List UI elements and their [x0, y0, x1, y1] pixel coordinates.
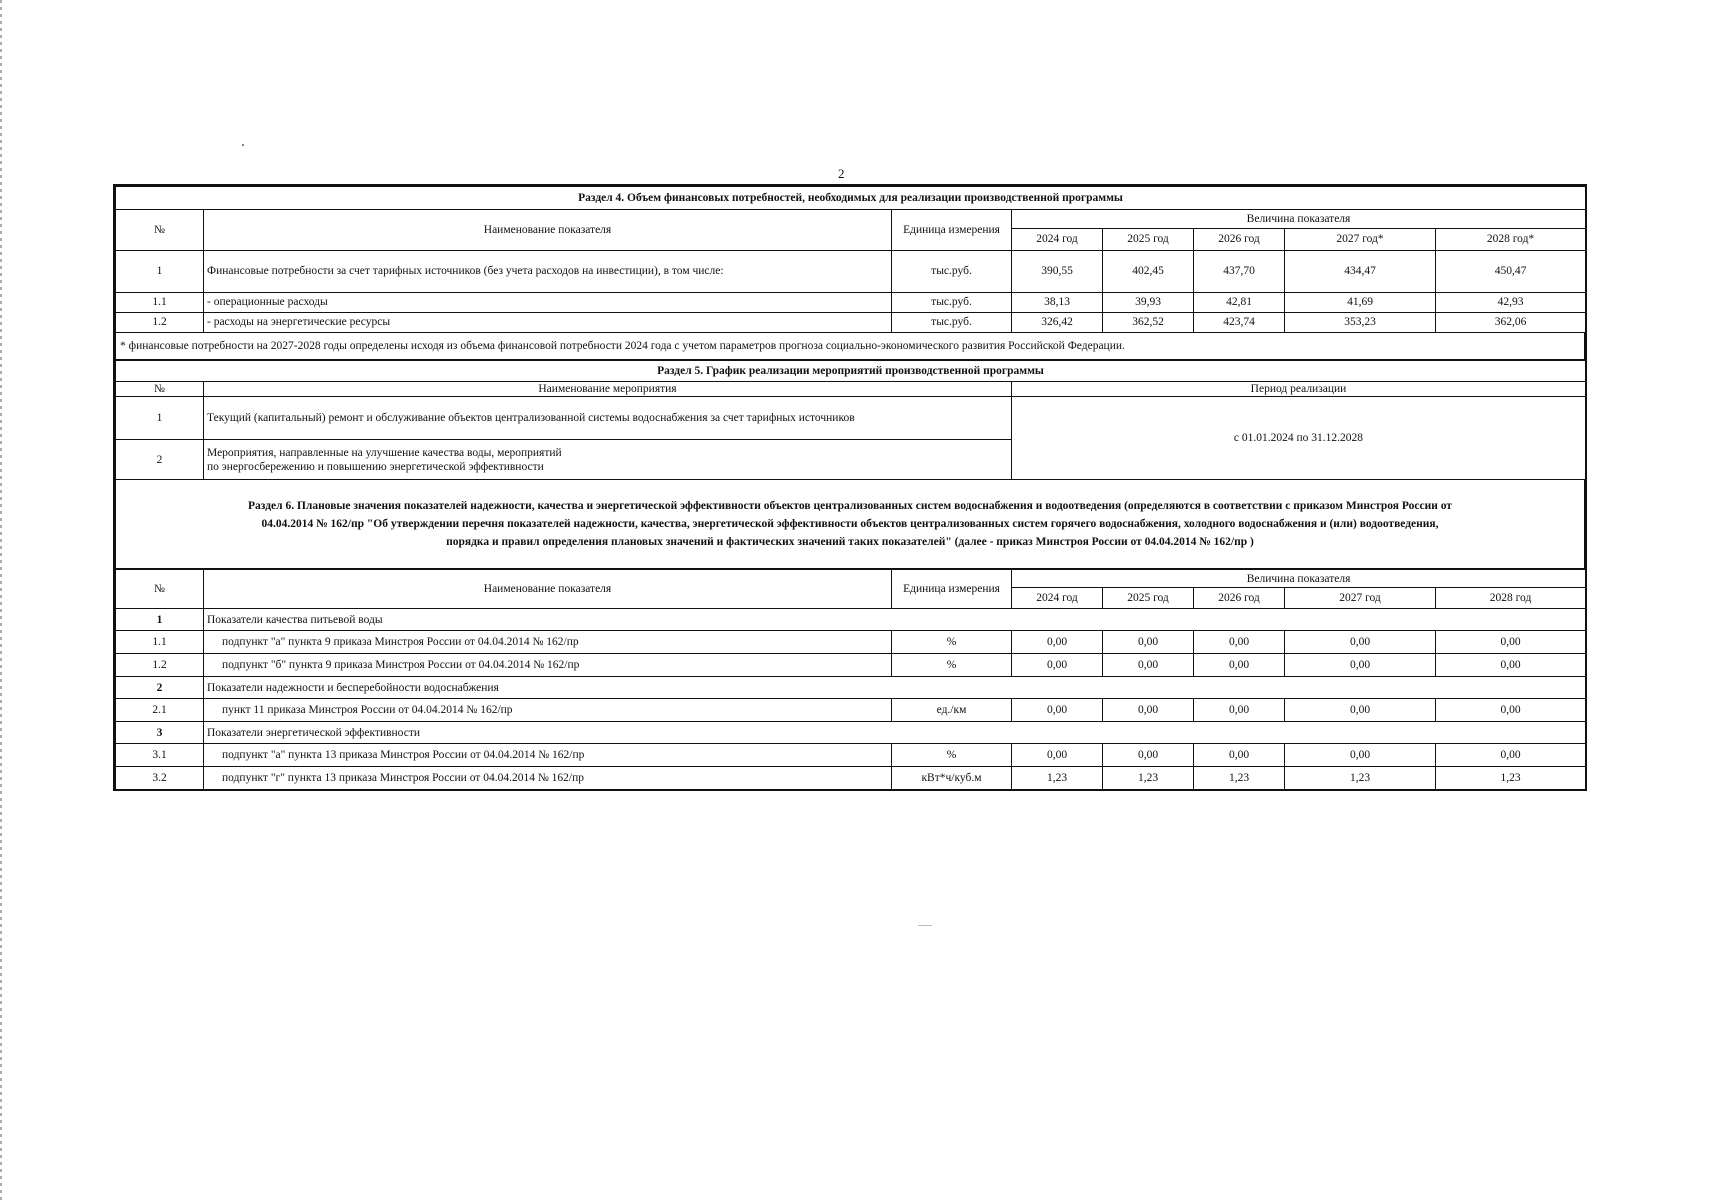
header-year: 2024 год: [1012, 229, 1103, 251]
row-num: 1: [116, 397, 204, 440]
row-value: 0,00: [1436, 699, 1586, 722]
row-name: подпункт "г" пункта 13 приказа Минстроя России от 04.04.2014 № 162/пр: [204, 767, 892, 790]
row-value: 326,42: [1012, 313, 1103, 333]
row-name: [204, 440, 1012, 480]
header-value-group: Величина показателя: [1012, 570, 1586, 588]
table-row: [116, 744, 1586, 767]
document-body: [113, 184, 1587, 791]
row-value: 42,93: [1436, 293, 1586, 313]
row-unit: %: [892, 654, 1012, 677]
header-year: 2028 год*: [1436, 229, 1586, 251]
section6-title-line: порядка и правил определения плановых значений и фактических значений таких показателей" (далее - приказ Минстроя России от 04.04.2014 № 162/пр ): [446, 536, 1254, 548]
row-name: [204, 397, 1012, 440]
row-value: 0,00: [1012, 699, 1103, 722]
row-value: 0,00: [1285, 631, 1436, 654]
row-name-line: Мероприятия, направленные на улучшение качества воды, мероприятий: [207, 446, 562, 459]
row-num: 1.2: [116, 313, 204, 333]
group-row: [116, 722, 1586, 744]
scan-edge: [0, 0, 2, 1200]
row-num: 2.1: [116, 699, 204, 722]
row-value: 1,23: [1194, 767, 1285, 790]
row-value: 0,00: [1285, 654, 1436, 677]
row-value: 39,93: [1103, 293, 1194, 313]
row-value: 1,23: [1103, 767, 1194, 790]
row-value: 0,00: [1103, 744, 1194, 767]
row-value: 38,13: [1012, 293, 1103, 313]
section4-title: Раздел 4. Объем финансовых потребностей, необходимых для реализации производственной программы: [116, 187, 1586, 210]
header-value-group: Величина показателя: [1012, 210, 1586, 229]
row-value: 0,00: [1436, 744, 1586, 767]
row-value: 353,23: [1285, 313, 1436, 333]
row-name: подпункт "а" пункта 13 приказа Минстроя России от 04.04.2014 № 162/пр: [204, 744, 892, 767]
page-number: 2: [838, 166, 845, 181]
row-name: подпункт "а" пункта 9 приказа Минстроя России от 04.04.2014 № 162/пр: [204, 631, 892, 654]
row-value: 0,00: [1103, 699, 1194, 722]
header-name: Наименование мероприятия: [204, 382, 1012, 397]
row-num: 1.2: [116, 654, 204, 677]
row-num: 2: [116, 440, 204, 480]
header-year: 2024 год: [1012, 588, 1103, 609]
section6-title-line: Раздел 6. Плановые значения показателей надежности, качества и энергетической эффективности объектов централизованных систем водоснабжения и водоотведения (определяются в соответствии с приказом Минстроя России от: [248, 500, 1452, 513]
row-unit: тыс.руб.: [892, 251, 1012, 293]
row-name: - операционные расходы: [204, 293, 892, 313]
group-name: Показатели надежности и бесперебойности водоснабжения: [204, 677, 1586, 699]
row-value: 42,81: [1194, 293, 1285, 313]
row-unit: кВт*ч/куб.м: [892, 767, 1012, 790]
row-value: 362,52: [1103, 313, 1194, 333]
header-unit: Единица измерения: [892, 210, 1012, 251]
header-name: Наименование показателя: [204, 210, 892, 251]
header-year: 2027 год: [1285, 588, 1436, 609]
row-value: 390,55: [1012, 251, 1103, 293]
row-value: 0,00: [1194, 699, 1285, 722]
header-year: 2027 год*: [1285, 229, 1436, 251]
row-value: 0,00: [1012, 744, 1103, 767]
group-name: Показатели энергетической эффективности: [204, 722, 1586, 744]
row-value: 450,47: [1436, 251, 1586, 293]
group-num: 3: [116, 722, 204, 744]
section4-table: [115, 186, 1586, 333]
row-value: 402,45: [1103, 251, 1194, 293]
row-value: 0,00: [1285, 744, 1436, 767]
section4-footnote: * финансовые потребности на 2027-2028 годы определены исходя из объема финансовой потребности 2024 года с учетом параметров прогноза социально-экономического развития Российской Федерации.: [115, 333, 1585, 360]
header-num: №: [116, 382, 204, 397]
group-num: 2: [116, 677, 204, 699]
header-year: 2026 год: [1194, 588, 1285, 609]
table-row: [116, 767, 1586, 790]
table-row: [116, 251, 1586, 293]
group-row: [116, 609, 1586, 631]
section5-table: [115, 360, 1586, 480]
row-num: 1: [116, 251, 204, 293]
row-unit: тыс.руб.: [892, 293, 1012, 313]
row-name-line: по энергосбережению и повышению энергетической эффективности: [207, 460, 544, 473]
row-value: 0,00: [1012, 631, 1103, 654]
section6-title-line: 04.04.2014 № 162/пр "Об утверждении перечня показателей надежности, качества, энергетической эффективности объектов централизованных систем горячего водоснабжения, холодного водоснабжения и (или) водоотведения,: [261, 518, 1439, 531]
row-value: 0,00: [1103, 654, 1194, 677]
table-row: [116, 313, 1586, 333]
row-value: 434,47: [1285, 251, 1436, 293]
header-year: 2026 год: [1194, 229, 1285, 251]
row-value: 0,00: [1436, 631, 1586, 654]
row-unit: ед./км: [892, 699, 1012, 722]
group-name: Показатели качества питьевой воды: [204, 609, 1586, 631]
table-row: [116, 631, 1586, 654]
header-num: №: [116, 210, 204, 251]
table-row: [116, 293, 1586, 313]
scan-speck: [918, 925, 932, 926]
header-num: №: [116, 570, 204, 609]
row-name: пункт 11 приказа Минстроя России от 04.04.2014 № 162/пр: [204, 699, 892, 722]
row-value: 437,70: [1194, 251, 1285, 293]
scan-speck: [242, 144, 244, 146]
row-value: 423,74: [1194, 313, 1285, 333]
row-value: 1,23: [1436, 767, 1586, 790]
table-row: [116, 397, 1586, 440]
header-year: 2025 год: [1103, 229, 1194, 251]
row-value: 362,06: [1436, 313, 1586, 333]
row-value: 0,00: [1285, 699, 1436, 722]
row-value: 0,00: [1194, 631, 1285, 654]
row-value: 1,23: [1012, 767, 1103, 790]
row-value: 0,00: [1012, 654, 1103, 677]
row-value: 0,00: [1194, 744, 1285, 767]
section6-title: [115, 480, 1585, 569]
row-unit: %: [892, 744, 1012, 767]
row-value: 0,00: [1436, 654, 1586, 677]
row-value: 1,23: [1285, 767, 1436, 790]
header-unit: Единица измерения: [892, 570, 1012, 609]
header-name: Наименование показателя: [204, 570, 892, 609]
row-name: подпункт "б" пункта 9 приказа Минстроя России от 04.04.2014 № 162/пр: [204, 654, 892, 677]
row-value: 41,69: [1285, 293, 1436, 313]
header-period: Период реализации: [1012, 382, 1586, 397]
row-value: 0,00: [1103, 631, 1194, 654]
row-name: - расходы на энергетические ресурсы: [204, 313, 892, 333]
section6-table: [115, 569, 1586, 791]
group-row: [116, 677, 1586, 699]
section5-title: Раздел 5. График реализации мероприятий производственной программы: [116, 361, 1586, 382]
row-num: 3.2: [116, 767, 204, 790]
row-value: 0,00: [1194, 654, 1285, 677]
row-unit: %: [892, 631, 1012, 654]
table-row: [116, 699, 1586, 722]
row-name: Финансовые потребности за счет тарифных источников (без учета расходов на инвестиции), в том числе:: [204, 251, 892, 293]
header-year: 2025 год: [1103, 588, 1194, 609]
row-unit: тыс.руб.: [892, 313, 1012, 333]
table-row: [116, 654, 1586, 677]
period-value: с 01.01.2024 по 31.12.2028: [1012, 397, 1586, 480]
header-year: 2028 год: [1436, 588, 1586, 609]
row-num: 1.1: [116, 631, 204, 654]
row-name-line: Текущий (капитальный) ремонт и обслуживание объектов централизованной системы водоснабжения за счет тарифных источников: [207, 412, 855, 425]
group-num: 1: [116, 609, 204, 631]
row-num: 3.1: [116, 744, 204, 767]
row-num: 1.1: [116, 293, 204, 313]
